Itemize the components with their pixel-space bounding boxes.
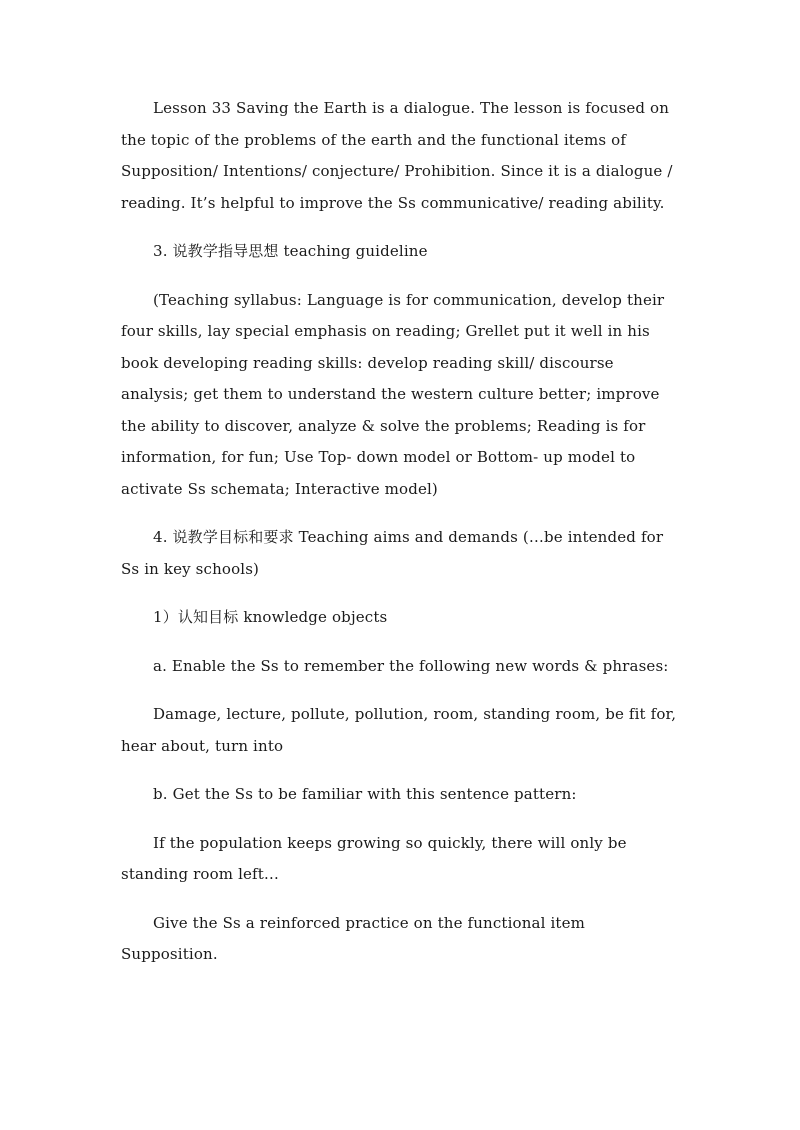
- heading-knowledge-objects: 1）认知目标 knowledge objects: [153, 608, 388, 626]
- heading-teaching-guideline: 3. 说教学指导思想 teaching guideline: [153, 242, 428, 260]
- heading-teaching-aims: 4. 说教学目标和要求 Teaching aims and demands (…be intended for Ss in key schools): [121, 528, 664, 578]
- vocabulary-list: Damage, lecture, pollute, pollution, room, standing room, be fit for, hear about, turn into: [121, 705, 677, 755]
- paragraph-supposition-practice: Give the Ss a reinforced practice on the functional item Supposition.: [121, 913, 585, 963]
- item-a-new-words: a. Enable the Ss to remember the following new words & phrases:: [153, 656, 669, 675]
- sentence-pattern-example: If the population keeps growing so quickly, there will only be standing room left…: [121, 833, 627, 883]
- paragraph-lesson-intro: Lesson 33 Saving the Earth is a dialogue. The lesson is focused on the topic of the problems of the earth and the functional items of Supposition/ Intentions/ conjecture/ Prohibition. Since it is a dialogue / reading. It’s helpful to improve the Ss communicative/ reading ability.: [121, 99, 673, 212]
- paragraph-teaching-syllabus: (Teaching syllabus: Language is for communication, develop their four skills, lay special emphasis on reading; Grellet put it well in his book developing reading skills: develop reading skill/ discourse analysis; get them to understand the western culture better; improve the ability to discover, analyze & solve the problems; Reading is for information, for fun; Use Top- down model or Bottom- up model to activate Ss schemata; Interactive model): [121, 290, 665, 498]
- item-b-sentence-pattern: b. Get the Ss to be familiar with this sentence pattern:: [153, 785, 577, 803]
- document-page: [121, 93, 681, 988]
